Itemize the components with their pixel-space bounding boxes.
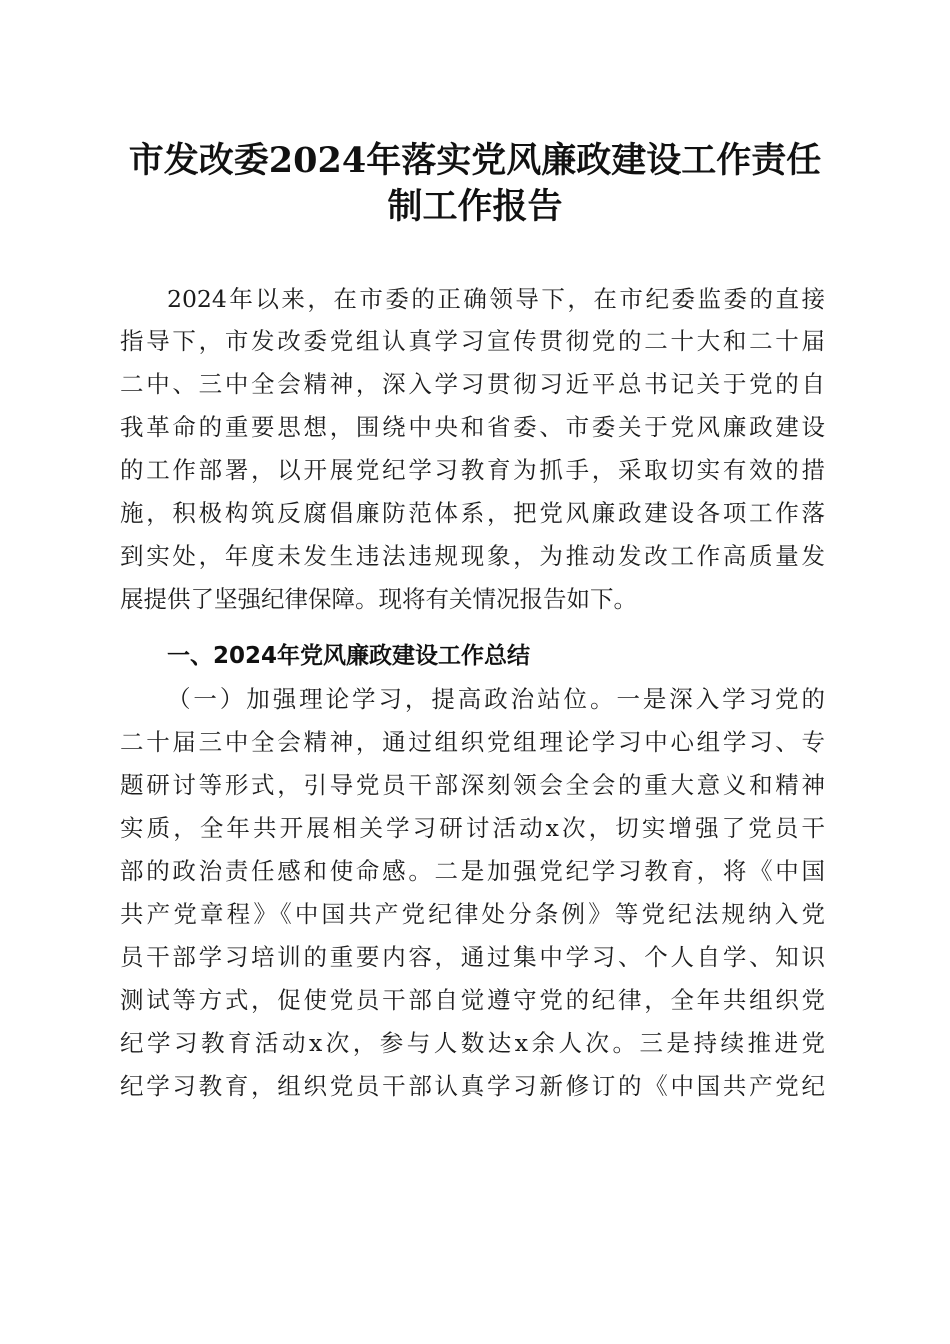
- paragraph-line: 2024年以来，在市委的正确领导下，在市纪委监委的直接: [167, 285, 825, 313]
- paragraph-line: 到实处，年度未发生违法违规现象，为推动发改工作高质量发: [120, 542, 825, 570]
- section-heading: 一、2024年党风廉政建设工作总结: [167, 643, 531, 669]
- paragraph-line: 纪学习教育活动x次，参与人数达x余人次。三是持续推进党: [120, 1029, 825, 1057]
- paragraph-line: 的工作部署，以开展党纪学习教育为抓手，采取切实有效的措: [120, 456, 825, 484]
- subsection-lead-rest: 一是深入学习党的: [616, 685, 825, 713]
- paragraph-line: 共产党章程》《中国共产党纪律处分条例》等党纪法规纳入党: [120, 900, 825, 928]
- paragraph-line: 题研讨等形式，引导党员干部深刻领会全会的重大意义和精神: [120, 771, 825, 799]
- paragraph-line: 纪学习教育，组织党员干部认真学习新修订的《中国共产党纪: [120, 1072, 825, 1100]
- paragraph-line: 测试等方式，促使党员干部自觉遵守党的纪律，全年共组织党: [120, 986, 825, 1014]
- paragraph-line: 展提供了坚强纪律保障。现将有关情况报告如下。: [120, 585, 637, 613]
- paragraph-line: 我革命的重要思想，围绕中央和省委、市委关于党风廉政建设: [120, 413, 825, 441]
- paragraph-line: [167, 678, 825, 720]
- paragraph-line: 员干部学习培训的重要内容，通过集中学习、个人自学、知识: [120, 943, 825, 971]
- paragraph-line: 二中、三中全会精神，深入学习贯彻习近平总书记关于党的自: [120, 370, 825, 398]
- paragraph-line: 实质，全年共开展相关学习研讨活动x次，切实增强了党员干: [120, 814, 825, 842]
- paragraph-line: 部的政治责任感和使命感。二是加强党纪学习教育，将《中国: [120, 857, 825, 885]
- document-title-line-1: 市发改委2024年落实党风廉政建设工作责任: [128, 140, 822, 181]
- subsection-lead: （一）加强理论学习，提高政治站位。: [167, 685, 617, 713]
- paragraph-line: 施，积极构筑反腐倡廉防范体系，把党风廉政建设各项工作落: [120, 499, 825, 527]
- paragraph-line: 指导下，市发改委党组认真学习宣传贯彻党的二十大和二十届: [120, 327, 825, 355]
- paragraph-line: 二十届三中全会精神，通过组织党组理论学习中心组学习、专: [120, 728, 825, 756]
- document-title-line-2: 制工作报告: [387, 186, 563, 227]
